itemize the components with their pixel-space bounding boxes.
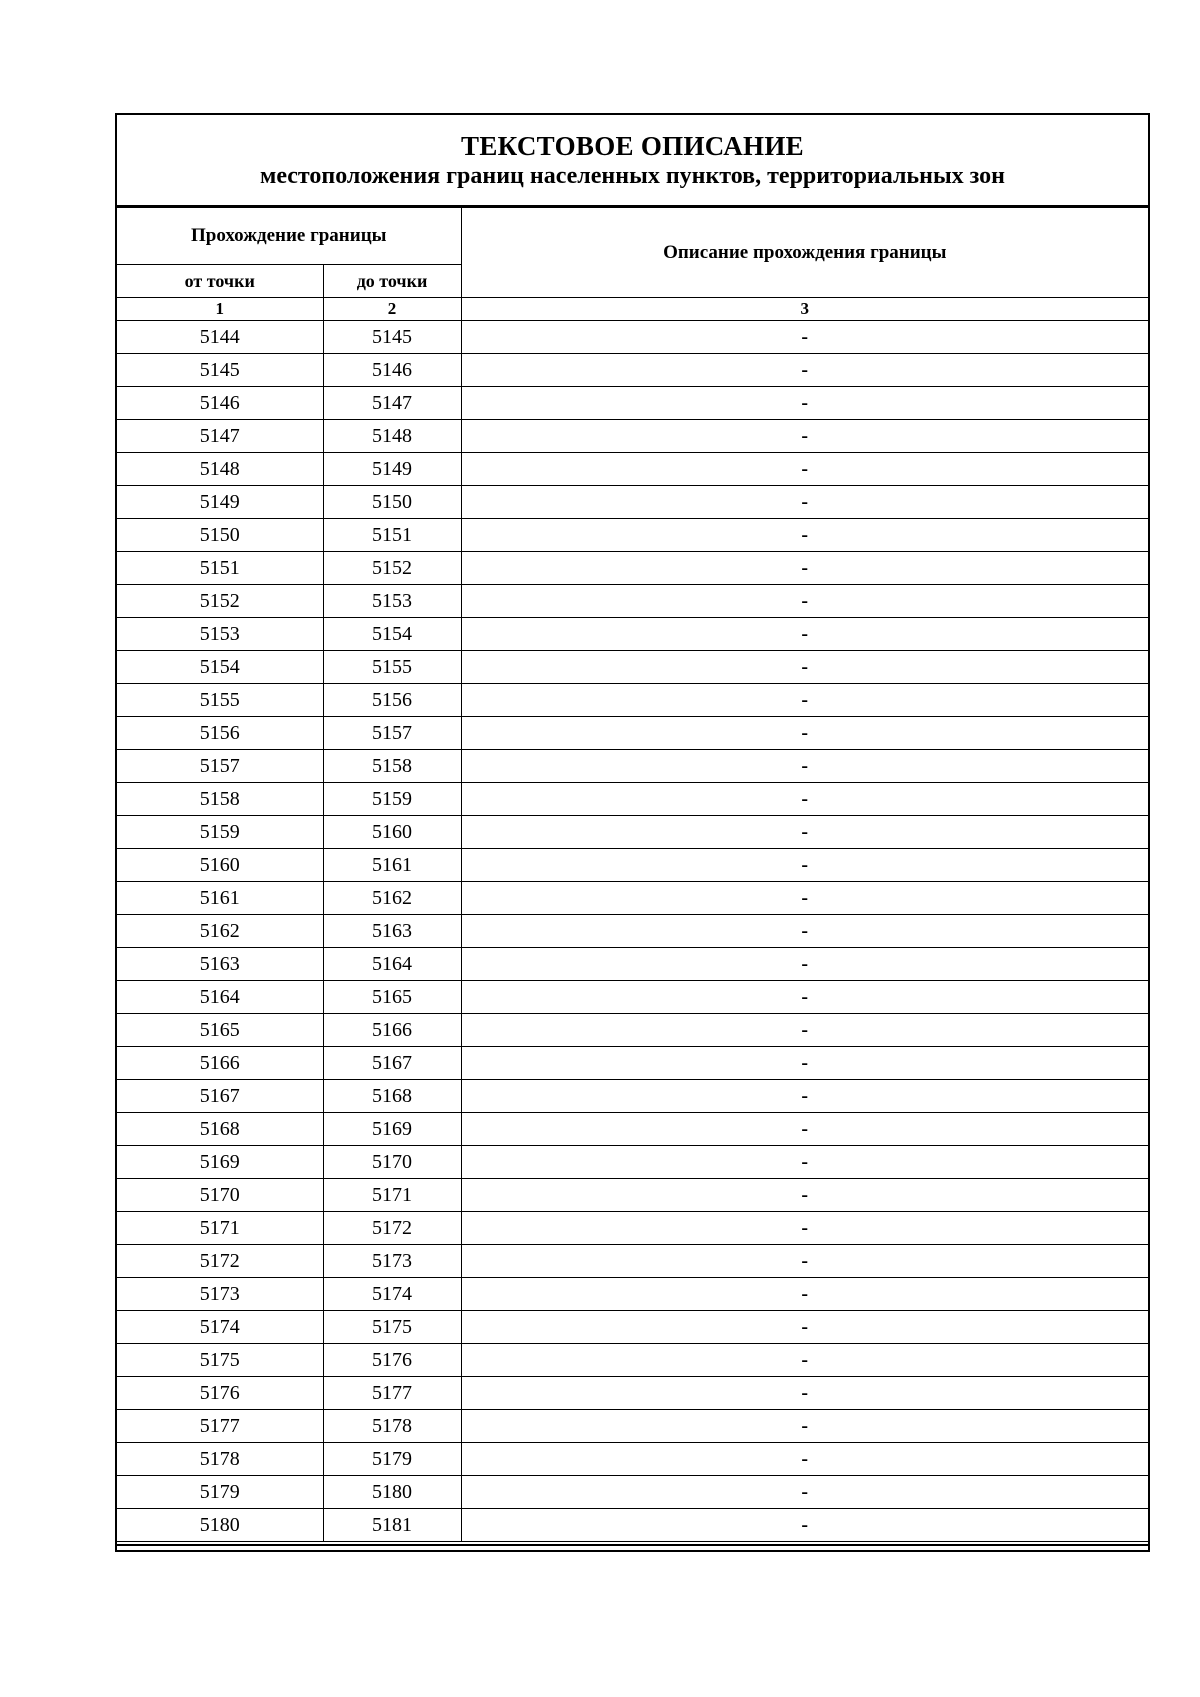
description-cell: - (461, 651, 1148, 684)
to-point-cell: 5159 (323, 783, 461, 816)
to-point-cell: 5152 (323, 552, 461, 585)
description-cell: - (461, 420, 1148, 453)
to-point-cell: 5155 (323, 651, 461, 684)
description-cell: - (461, 453, 1148, 486)
from-point-cell: 5163 (117, 948, 323, 981)
from-point-cell: 5149 (117, 486, 323, 519)
to-point-cell: 5154 (323, 618, 461, 651)
from-point-cell: 5166 (117, 1047, 323, 1080)
to-point-cell: 5181 (323, 1509, 461, 1542)
from-point-cell: 5170 (117, 1179, 323, 1212)
from-point-cell: 5151 (117, 552, 323, 585)
description-cell: - (461, 387, 1148, 420)
to-point-cell: 5172 (323, 1212, 461, 1245)
table-row (117, 915, 1148, 948)
from-point-header: от точки (117, 265, 323, 298)
table-row (117, 1179, 1148, 1212)
description-cell: - (461, 1080, 1148, 1113)
description-cell: - (461, 684, 1148, 717)
table-row (117, 618, 1148, 651)
column-number-1: 1 (117, 298, 323, 321)
to-point-cell: 5175 (323, 1311, 461, 1344)
to-point-cell: 5168 (323, 1080, 461, 1113)
table-row (117, 1212, 1148, 1245)
table-row (117, 651, 1148, 684)
table-row (117, 585, 1148, 618)
description-cell: - (461, 1443, 1148, 1476)
table-row (117, 486, 1148, 519)
table-row (117, 519, 1148, 552)
from-point-cell: 5178 (117, 1443, 323, 1476)
to-point-cell: 5165 (323, 981, 461, 1014)
to-point-cell: 5160 (323, 816, 461, 849)
to-point-cell: 5158 (323, 750, 461, 783)
from-point-cell: 5171 (117, 1212, 323, 1245)
table-row (117, 1113, 1148, 1146)
to-point-cell: 5167 (323, 1047, 461, 1080)
from-point-cell: 5152 (117, 585, 323, 618)
table-row (117, 717, 1148, 750)
description-cell: - (461, 552, 1148, 585)
table-row (117, 1377, 1148, 1410)
document-subtitle: местоположения границ населенных пунктов, территориальных зон (259, 163, 1006, 189)
to-point-cell: 5149 (323, 453, 461, 486)
column-number-2: 2 (323, 298, 461, 321)
to-point-cell: 5151 (323, 519, 461, 552)
description-cell: - (461, 783, 1148, 816)
from-point-cell: 5155 (117, 684, 323, 717)
table-row (117, 387, 1148, 420)
to-point-cell: 5157 (323, 717, 461, 750)
table-row (117, 1443, 1148, 1476)
table-row (117, 321, 1148, 354)
from-point-cell: 5148 (117, 453, 323, 486)
description-cell: - (461, 321, 1148, 354)
table-row (117, 1311, 1148, 1344)
from-point-cell: 5176 (117, 1377, 323, 1410)
to-point-cell: 5147 (323, 387, 461, 420)
from-point-cell: 5147 (117, 420, 323, 453)
from-point-cell: 5167 (117, 1080, 323, 1113)
description-cell: - (461, 882, 1148, 915)
to-point-cell: 5178 (323, 1410, 461, 1443)
description-cell: - (461, 1245, 1148, 1278)
from-point-cell: 5175 (117, 1344, 323, 1377)
to-point-cell: 5156 (323, 684, 461, 717)
to-point-cell: 5171 (323, 1179, 461, 1212)
to-point-cell: 5166 (323, 1014, 461, 1047)
to-point-cell: 5153 (323, 585, 461, 618)
table-row (117, 1047, 1148, 1080)
to-point-header: до точки (323, 265, 461, 298)
description-cell: - (461, 486, 1148, 519)
description-cell: - (461, 717, 1148, 750)
to-point-cell: 5148 (323, 420, 461, 453)
table-row (117, 1080, 1148, 1113)
table-row (117, 849, 1148, 882)
to-point-cell: 5177 (323, 1377, 461, 1410)
table-row (117, 1410, 1148, 1443)
description-cell: - (461, 618, 1148, 651)
from-point-cell: 5161 (117, 882, 323, 915)
table-row (117, 981, 1148, 1014)
table-row (117, 1278, 1148, 1311)
description-cell: - (461, 1047, 1148, 1080)
description-cell: - (461, 354, 1148, 387)
boundary-table (117, 207, 1148, 1542)
table-row (117, 882, 1148, 915)
to-point-cell: 5180 (323, 1476, 461, 1509)
from-point-cell: 5150 (117, 519, 323, 552)
description-cell: - (461, 981, 1148, 1014)
from-point-cell: 5160 (117, 849, 323, 882)
description-cell: - (461, 750, 1148, 783)
table-body (117, 321, 1148, 1542)
description-header: Описание прохождения границы (461, 208, 1148, 298)
to-point-cell: 5145 (323, 321, 461, 354)
description-cell: - (461, 1344, 1148, 1377)
from-point-cell: 5144 (117, 321, 323, 354)
description-cell: - (461, 816, 1148, 849)
table-row (117, 420, 1148, 453)
description-cell: - (461, 849, 1148, 882)
table-row (117, 1476, 1148, 1509)
description-cell: - (461, 1179, 1148, 1212)
boundary-description-sheet (115, 113, 1150, 1552)
description-cell: - (461, 1410, 1148, 1443)
table-row (117, 354, 1148, 387)
description-cell: - (461, 915, 1148, 948)
from-point-cell: 5165 (117, 1014, 323, 1047)
title-block (117, 115, 1148, 207)
to-point-cell: 5176 (323, 1344, 461, 1377)
boundary-passage-header: Прохождение границы (117, 208, 461, 265)
to-point-cell: 5174 (323, 1278, 461, 1311)
bottom-double-rule (117, 1544, 1148, 1552)
description-cell: - (461, 1146, 1148, 1179)
description-cell: - (461, 1212, 1148, 1245)
table-row (117, 1344, 1148, 1377)
table-row (117, 1509, 1148, 1542)
to-point-cell: 5161 (323, 849, 461, 882)
to-point-cell: 5150 (323, 486, 461, 519)
from-point-cell: 5179 (117, 1476, 323, 1509)
table-row (117, 1146, 1148, 1179)
from-point-cell: 5168 (117, 1113, 323, 1146)
description-cell: - (461, 1278, 1148, 1311)
table-row (117, 552, 1148, 585)
from-point-cell: 5157 (117, 750, 323, 783)
table-row (117, 1245, 1148, 1278)
table-row (117, 948, 1148, 981)
to-point-cell: 5173 (323, 1245, 461, 1278)
table-row (117, 453, 1148, 486)
description-cell: - (461, 519, 1148, 552)
from-point-cell: 5145 (117, 354, 323, 387)
to-point-cell: 5146 (323, 354, 461, 387)
from-point-cell: 5156 (117, 717, 323, 750)
table-row (117, 1014, 1148, 1047)
description-cell: - (461, 1377, 1148, 1410)
to-point-cell: 5170 (323, 1146, 461, 1179)
to-point-cell: 5169 (323, 1113, 461, 1146)
to-point-cell: 5164 (323, 948, 461, 981)
column-number-3: 3 (461, 298, 1148, 321)
to-point-cell: 5163 (323, 915, 461, 948)
table-row (117, 750, 1148, 783)
description-cell: - (461, 1476, 1148, 1509)
from-point-cell: 5153 (117, 618, 323, 651)
from-point-cell: 5154 (117, 651, 323, 684)
description-cell: - (461, 1311, 1148, 1344)
description-cell: - (461, 1509, 1148, 1542)
from-point-cell: 5172 (117, 1245, 323, 1278)
from-point-cell: 5146 (117, 387, 323, 420)
description-cell: - (461, 1113, 1148, 1146)
from-point-cell: 5158 (117, 783, 323, 816)
to-point-cell: 5179 (323, 1443, 461, 1476)
description-cell: - (461, 948, 1148, 981)
from-point-cell: 5159 (117, 816, 323, 849)
from-point-cell: 5164 (117, 981, 323, 1014)
from-point-cell: 5174 (117, 1311, 323, 1344)
from-point-cell: 5162 (117, 915, 323, 948)
from-point-cell: 5173 (117, 1278, 323, 1311)
description-cell: - (461, 585, 1148, 618)
description-cell: - (461, 1014, 1148, 1047)
to-point-cell: 5162 (323, 882, 461, 915)
document-title: ТЕКСТОВОЕ ОПИСАНИЕ (461, 131, 804, 161)
table-row (117, 783, 1148, 816)
from-point-cell: 5180 (117, 1509, 323, 1542)
table-row (117, 816, 1148, 849)
from-point-cell: 5177 (117, 1410, 323, 1443)
from-point-cell: 5169 (117, 1146, 323, 1179)
table-row (117, 684, 1148, 717)
